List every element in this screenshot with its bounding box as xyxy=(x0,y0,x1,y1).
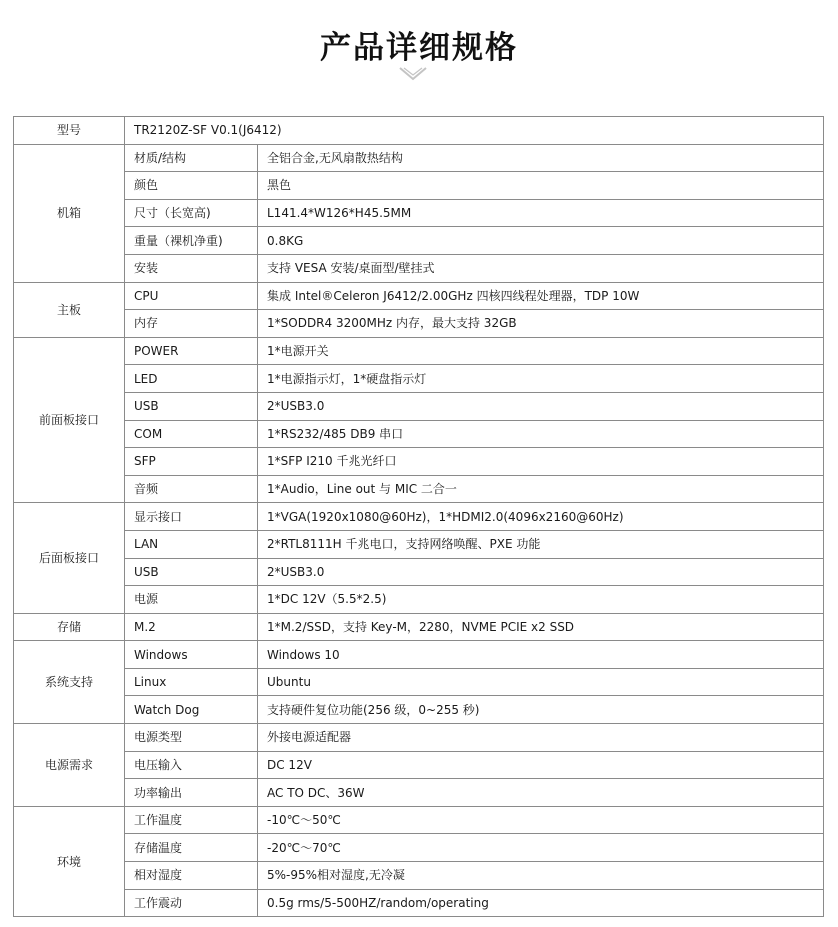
value-cell: 2*USB3.0 xyxy=(258,392,824,420)
category-cell: 系统支持 xyxy=(14,641,125,724)
category-cell: 前面板接口 xyxy=(14,337,125,503)
table-row xyxy=(14,806,824,834)
spec-table xyxy=(13,116,824,917)
value-cell: 外接电源适配器 xyxy=(258,724,824,752)
value-cell: 1*SFP I210 千兆光纤口 xyxy=(258,448,824,476)
table-row xyxy=(14,889,824,917)
table-row xyxy=(14,862,824,890)
item-cell: USB xyxy=(125,392,258,420)
item-cell: 重量（裸机净重) xyxy=(125,227,258,255)
item-cell: COM xyxy=(125,420,258,448)
value-cell: 集成 Intel®Celeron J6412/2.00GHz 四核四线程处理器，TDP 10W xyxy=(258,282,824,310)
table-row xyxy=(14,227,824,255)
item-cell: M.2 xyxy=(125,613,258,641)
table-row xyxy=(14,172,824,200)
table-row xyxy=(14,337,824,365)
model-value: TR2120Z-SF V0.1(J6412) xyxy=(125,117,824,145)
table-row xyxy=(14,475,824,503)
item-cell: LAN xyxy=(125,530,258,558)
value-cell: 0.5g rms/5-500HZ/random/operating xyxy=(258,889,824,917)
item-cell: SFP xyxy=(125,448,258,476)
value-cell: 1*VGA(1920x1080@60Hz)，1*HDMI2.0(4096x2160@60Hz) xyxy=(258,503,824,531)
category-cell: 主板 xyxy=(14,282,125,337)
chevron-down-icon xyxy=(398,65,428,85)
item-cell: 显示接口 xyxy=(125,503,258,531)
value-cell: 支持 VESA 安装/桌面型/壁挂式 xyxy=(258,254,824,282)
model-label: 型号 xyxy=(14,117,125,145)
table-row xyxy=(14,558,824,586)
item-cell: 相对湿度 xyxy=(125,862,258,890)
value-cell: AC TO DC、36W xyxy=(258,779,824,807)
item-cell: 功率输出 xyxy=(125,779,258,807)
item-cell: 材质/结构 xyxy=(125,144,258,172)
item-cell: Windows xyxy=(125,641,258,669)
table-row xyxy=(14,696,824,724)
value-cell: -10℃～50℃ xyxy=(258,806,824,834)
item-cell: 音频 xyxy=(125,475,258,503)
value-cell: 1*电源指示灯，1*硬盘指示灯 xyxy=(258,365,824,393)
table-row xyxy=(14,586,824,614)
table-row xyxy=(14,530,824,558)
value-cell: 1*DC 12V（5.5*2.5) xyxy=(258,586,824,614)
item-cell: Linux xyxy=(125,668,258,696)
category-cell: 电源需求 xyxy=(14,724,125,807)
table-row xyxy=(14,420,824,448)
table-row xyxy=(14,310,824,338)
item-cell: 电源 xyxy=(125,586,258,614)
value-cell: 1*电源开关 xyxy=(258,337,824,365)
category-cell: 存储 xyxy=(14,613,125,641)
page-title: 产品详细规格 xyxy=(320,30,518,66)
table-row xyxy=(14,392,824,420)
item-cell: USB xyxy=(125,558,258,586)
item-cell: POWER xyxy=(125,337,258,365)
table-row xyxy=(14,751,824,779)
item-cell: 颜色 xyxy=(125,172,258,200)
item-cell: 工作震动 xyxy=(125,889,258,917)
table-row xyxy=(14,365,824,393)
table-row xyxy=(14,144,824,172)
value-cell: 1*RS232/485 DB9 串口 xyxy=(258,420,824,448)
category-cell: 环境 xyxy=(14,806,125,916)
table-row xyxy=(14,834,824,862)
table-row xyxy=(14,282,824,310)
value-cell: 1*M.2/SSD，支持 Key-M，2280，NVME PCIE x2 SSD xyxy=(258,613,824,641)
item-cell: Watch Dog xyxy=(125,696,258,724)
value-cell: 2*USB3.0 xyxy=(258,558,824,586)
category-cell: 机箱 xyxy=(14,144,125,282)
value-cell: 1*Audio，Line out 与 MIC 二合一 xyxy=(258,475,824,503)
item-cell: 存储温度 xyxy=(125,834,258,862)
value-cell: 支持硬件复位功能(256 级，0~255 秒) xyxy=(258,696,824,724)
value-cell: 5%-95%相对湿度,无冷凝 xyxy=(258,862,824,890)
value-cell: 黑色 xyxy=(258,172,824,200)
table-row xyxy=(14,117,824,145)
table-row xyxy=(14,668,824,696)
table-row xyxy=(14,503,824,531)
table-row xyxy=(14,724,824,752)
category-cell: 后面板接口 xyxy=(14,503,125,613)
value-cell: Windows 10 xyxy=(258,641,824,669)
value-cell: L141.4*W126*H45.5MM xyxy=(258,199,824,227)
value-cell: 全铝合金,无风扇散热结构 xyxy=(258,144,824,172)
item-cell: 电源类型 xyxy=(125,724,258,752)
table-row xyxy=(14,254,824,282)
value-cell: 0.8KG xyxy=(258,227,824,255)
value-cell: 2*RTL8111H 千兆电口，支持网络唤醒、PXE 功能 xyxy=(258,530,824,558)
table-row xyxy=(14,199,824,227)
table-row xyxy=(14,779,824,807)
value-cell: DC 12V xyxy=(258,751,824,779)
item-cell: 尺寸（长宽高) xyxy=(125,199,258,227)
table-row xyxy=(14,613,824,641)
table-row xyxy=(14,448,824,476)
item-cell: 工作温度 xyxy=(125,806,258,834)
item-cell: 电压输入 xyxy=(125,751,258,779)
value-cell: Ubuntu xyxy=(258,668,824,696)
item-cell: LED xyxy=(125,365,258,393)
item-cell: CPU xyxy=(125,282,258,310)
table-row xyxy=(14,641,824,669)
value-cell: -20℃～70℃ xyxy=(258,834,824,862)
item-cell: 安装 xyxy=(125,254,258,282)
value-cell: 1*SODDR4 3200MHz 内存，最大支持 32GB xyxy=(258,310,824,338)
item-cell: 内存 xyxy=(125,310,258,338)
